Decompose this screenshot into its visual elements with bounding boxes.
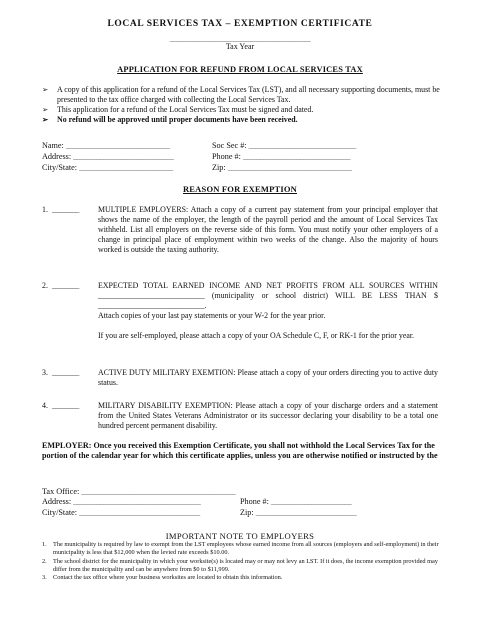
note-number: 3. (42, 574, 47, 582)
reason-paragraph: Attach copies of your last pay statements or your W-2 for the year prior. (98, 311, 326, 321)
reason-heading: REASON FOR EXEMPTION (182, 184, 298, 194)
tax-year-label: Tax Year (225, 42, 255, 51)
reason-checkbox-line[interactable]: ________ (52, 401, 79, 410)
tax-office-field[interactable]: ______________________________________________ (81, 487, 236, 496)
important-note-heading: IMPORTANT NOTE TO EMPLOYERS (165, 531, 315, 541)
instruction-item (42, 85, 442, 105)
reason-text (98, 205, 438, 255)
reason-number: 3. (42, 368, 48, 377)
tax-office-phone-row (240, 497, 351, 506)
note-number: 1. (42, 541, 47, 548)
instruction-item (42, 105, 442, 115)
applicant-phone-row (212, 152, 350, 161)
reason-paragraph: MILITARY DISABILITY EXEMPTION: Please attach a copy of your discharge orders and a statement from the United States Veterans Administrator or its successor declaring your disability to be a total one hundred percent permanent disability. (98, 401, 438, 431)
reason-checkbox-line[interactable]: ________ (52, 205, 79, 214)
arrow-bullet-icon: ➢ (42, 105, 49, 115)
name-label: Name: (42, 141, 64, 150)
note-item (42, 541, 442, 558)
name-field[interactable]: _______________________________ (65, 141, 170, 150)
zip-label: Zip: (212, 163, 226, 172)
tax-office-address-label: Address: (42, 497, 72, 506)
instruction-text: No refund will be approved until proper documents have been received. (57, 115, 298, 125)
arrow-bullet-icon: ➢ (42, 85, 49, 94)
tax-office-city-label: City/State: (42, 508, 78, 517)
instruction-item (42, 115, 442, 125)
reason-paragraph: EXPECTED TOTAL EARNED INCOME AND NET PROFITS FROM ALL SOURCES WITHIN ___________________________ (municipality or school district) WILL BE LESS THAN $ ___________________________. (98, 281, 438, 311)
reason-checkbox-line[interactable]: ________ (52, 281, 79, 290)
reason-item (42, 205, 438, 255)
reason-text (98, 401, 438, 431)
applicant-zip-row (212, 163, 352, 172)
application-subtitle: APPLICATION FOR REFUND FROM LOCAL SERVICES TAX (117, 65, 363, 74)
tax-year-field[interactable]: ____________________________________________ (169, 35, 311, 43)
tax-office-phone-label: Phone #: (240, 497, 269, 506)
reason-checkbox-line[interactable]: ________ (52, 368, 79, 377)
employer-notes-list (42, 541, 442, 582)
phone-label: Phone #: (212, 152, 241, 161)
note-number: 2. (42, 557, 47, 565)
address-field[interactable]: ______________________________ (73, 152, 174, 161)
tax-office-zip-row (240, 508, 356, 517)
city-state-field[interactable]: ____________________________ (79, 163, 173, 172)
reason-number: 1. (42, 205, 48, 214)
applicant-name-row (42, 141, 170, 150)
reason-paragraph: If you are self-employed, please attach a copy of your OA Schedule C, F, or RK-1 for the prior year. (98, 331, 414, 341)
note-text: The municipality is required by law to exempt from the LST employees whose earned income from all sources (employers and self-employment) in their municipality is less that $12,000 when the levied rate exceeds $10.00. (53, 541, 439, 557)
city-state-label: City/State: (42, 163, 78, 172)
note-text: Contact the tax office where your business worksites are located to obtain this information. (53, 574, 283, 582)
address-label: Address: (42, 152, 72, 161)
tax-office-address-row (42, 497, 200, 506)
tax-office-city-row (42, 508, 200, 517)
instruction-text: A copy of this application for a refund of the Local Services Tax (LST), and all necessary supporting documents, must be presented to the tax office charged with collecting the Local Services Tax. (57, 85, 440, 105)
instruction-text: This application for a refund of the Local Services Tax must be signed and dated. (57, 105, 314, 115)
reason-item (42, 368, 438, 388)
note-item (42, 558, 442, 575)
phone-field[interactable]: ________________________________ (242, 152, 351, 161)
tax-office-city-field[interactable]: ____________________________________ (79, 508, 200, 517)
employer-notice: EMPLOYER: Once you received this Exemption Certificate, you shall not withhold the Local Services Tax for the portion of the calendar year for which this certificate applies, unless you are otherwise notified or instructed by the (42, 441, 438, 461)
soc-sec-label: Soc Sec #: (212, 141, 247, 150)
reason-text (98, 281, 438, 341)
applicant-ssn-row (212, 141, 356, 150)
applicant-city-row (42, 163, 173, 172)
reason-number: 4. (42, 401, 48, 410)
document-title: LOCAL SERVICES TAX – EXEMPTION CERTIFICATE (107, 19, 373, 29)
tax-office-phone-field[interactable]: ________________________ (270, 497, 352, 506)
reason-item (42, 401, 438, 431)
note-text: The school district for the municipality in which your worksite(s) is located may or may not levy an LST. If it does, the income exemption provided may differ from the municipality and can be anywhere from $0 to $11,999. (53, 557, 438, 573)
zip-field[interactable]: _____________________________________ (227, 163, 352, 172)
tax-office-row (42, 487, 235, 496)
reason-number: 2. (42, 281, 48, 290)
soc-sec-field[interactable]: ________________________________ (248, 141, 356, 150)
note-item (42, 574, 442, 582)
applicant-address-row (42, 152, 174, 161)
arrow-bullet-icon: ➢ (42, 115, 49, 125)
instructions-list (42, 85, 442, 125)
reason-paragraph: ACTIVE DUTY MILITARY EXEMTION: Please attach a copy of your orders directing you to active duty status. (98, 368, 438, 388)
tax-office-zip-label: Zip: (240, 508, 254, 517)
reason-text (98, 368, 438, 388)
tax-office-label: Tax Office: (42, 487, 80, 496)
reason-item (42, 281, 438, 341)
tax-office-address-field[interactable]: ______________________________________ (73, 497, 201, 506)
tax-office-zip-field[interactable]: ______________________________ (255, 508, 357, 517)
reason-paragraph: MULTIPLE EMPLOYERS: Attach a copy of a current pay statement from your principal employer that shows the name of the employer, the length of the payroll period and the amount of Local Services Tax withheld. List all employers on the reverse side of this form. You must notify your other employers of a change in principal place of employment within two weeks of the change. Also the majority of hours worked is outside the taxing authority. (98, 205, 438, 255)
